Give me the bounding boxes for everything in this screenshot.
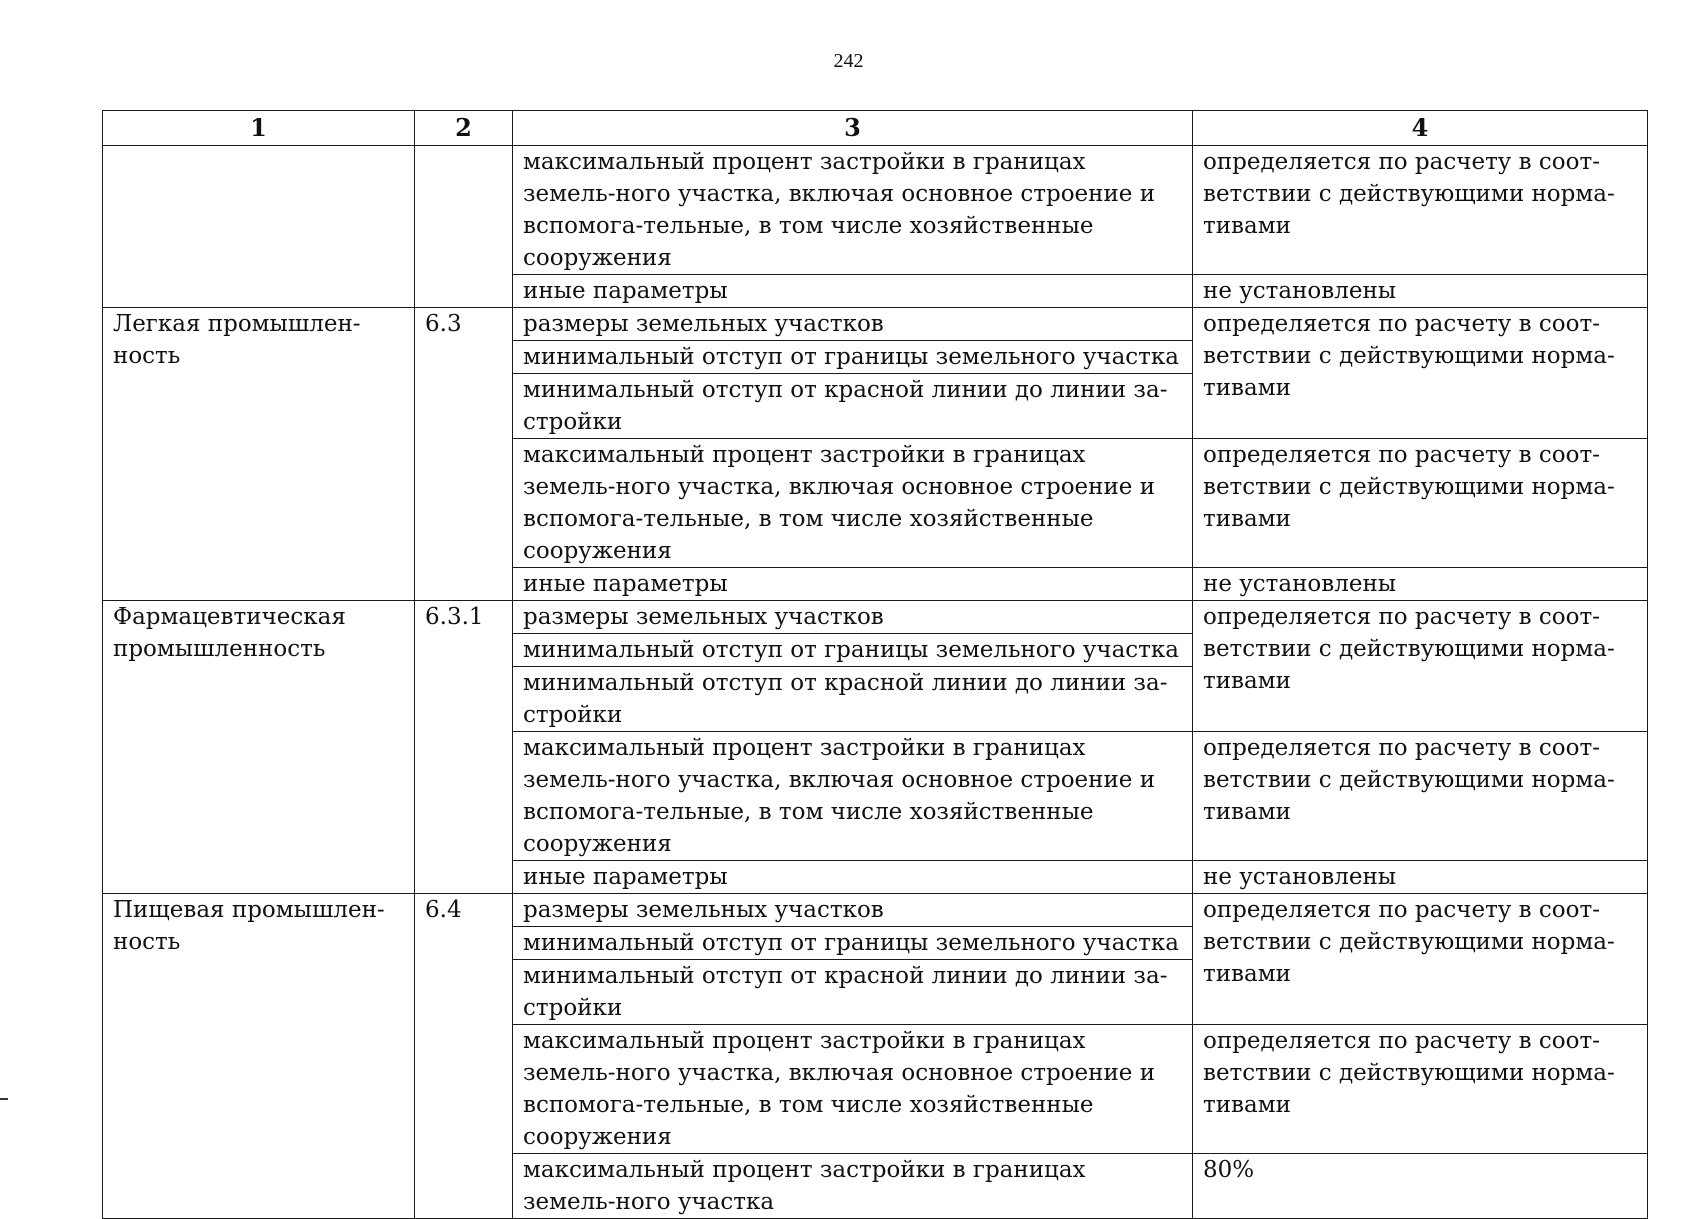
use-name-cell: Фармацевтическая промышленность [103,601,415,894]
value-cell: не установлены [1193,275,1648,308]
page-number: 242 [833,50,864,72]
param-cell: размеры земельных участков [513,308,1193,341]
value-cell: определяется по расчету в соот-ветствии с действующими норма-тивами [1193,308,1648,439]
header-col-1: 1 [103,111,415,146]
header-col-4: 4 [1193,111,1648,146]
param-cell: минимальный отступ от границы земельного участка [513,927,1193,960]
param-cell: иные параметры [513,275,1193,308]
use-code-cell: 6.3 [415,308,513,601]
header-col-3: 3 [513,111,1193,146]
value-cell: определяется по расчету в соот-ветствии с действующими норма-тивами [1193,146,1648,275]
param-cell: максимальный процент застройки в границах земель-ного участка [513,1154,1193,1219]
use-name-cell [103,146,415,308]
param-cell: иные параметры [513,568,1193,601]
param-cell: иные параметры [513,861,1193,894]
table-row [103,308,1648,341]
param-cell: минимальный отступ от красной линии до линии за-стройки [513,667,1193,732]
use-name-cell: Пищевая промышлен-ность [103,894,415,1219]
param-cell: размеры земельных участков [513,894,1193,927]
parameters-table [102,110,1648,1219]
use-code-cell: 6.3.1 [415,601,513,894]
value-cell: не установлены [1193,568,1648,601]
value-cell: определяется по расчету в соот-ветствии с действующими норма-тивами [1193,601,1648,732]
param-cell: максимальный процент застройки в границах земель-ного участка, включая основное строение и вспомога-тельные, в том числе хозяйственные сооружения [513,439,1193,568]
param-cell: минимальный отступ от границы земельного участка [513,634,1193,667]
param-cell: размеры земельных участков [513,601,1193,634]
param-cell: минимальный отступ от границы земельного участка [513,341,1193,374]
value-cell: определяется по расчету в соот-ветствии с действующими норма-тивами [1193,894,1648,1025]
param-cell: максимальный процент застройки в границах земель-ного участка, включая основное строение и вспомога-тельные, в том числе хозяйственные сооружения [513,1025,1193,1154]
table-row [103,894,1648,927]
value-cell: не установлены [1193,861,1648,894]
use-code-cell: 6.4 [415,894,513,1219]
param-cell: минимальный отступ от красной линии до линии за-стройки [513,960,1193,1025]
value-cell: определяется по расчету в соот-ветствии с действующими норма-тивами [1193,439,1648,568]
use-name-cell: Легкая промышлен-ность [103,308,415,601]
value-cell: определяется по расчету в соот-ветствии с действующими норма-тивами [1193,732,1648,861]
param-cell: максимальный процент застройки в границах земель-ного участка, включая основное строение и вспомога-тельные, в том числе хозяйственные сооружения [513,732,1193,861]
param-cell: минимальный отступ от красной линии до линии за-стройки [513,374,1193,439]
margin-mark [0,1098,8,1100]
value-cell: 80% [1193,1154,1648,1219]
header-row [103,111,1648,146]
table-row [103,146,1648,275]
use-code-cell [415,146,513,308]
header-col-2: 2 [415,111,513,146]
param-cell: максимальный процент застройки в границах земель-ного участка, включая основное строение и вспомога-тельные, в том числе хозяйственные сооружения [513,146,1193,275]
value-cell: определяется по расчету в соот-ветствии с действующими норма-тивами [1193,1025,1648,1154]
table-row [103,601,1648,634]
